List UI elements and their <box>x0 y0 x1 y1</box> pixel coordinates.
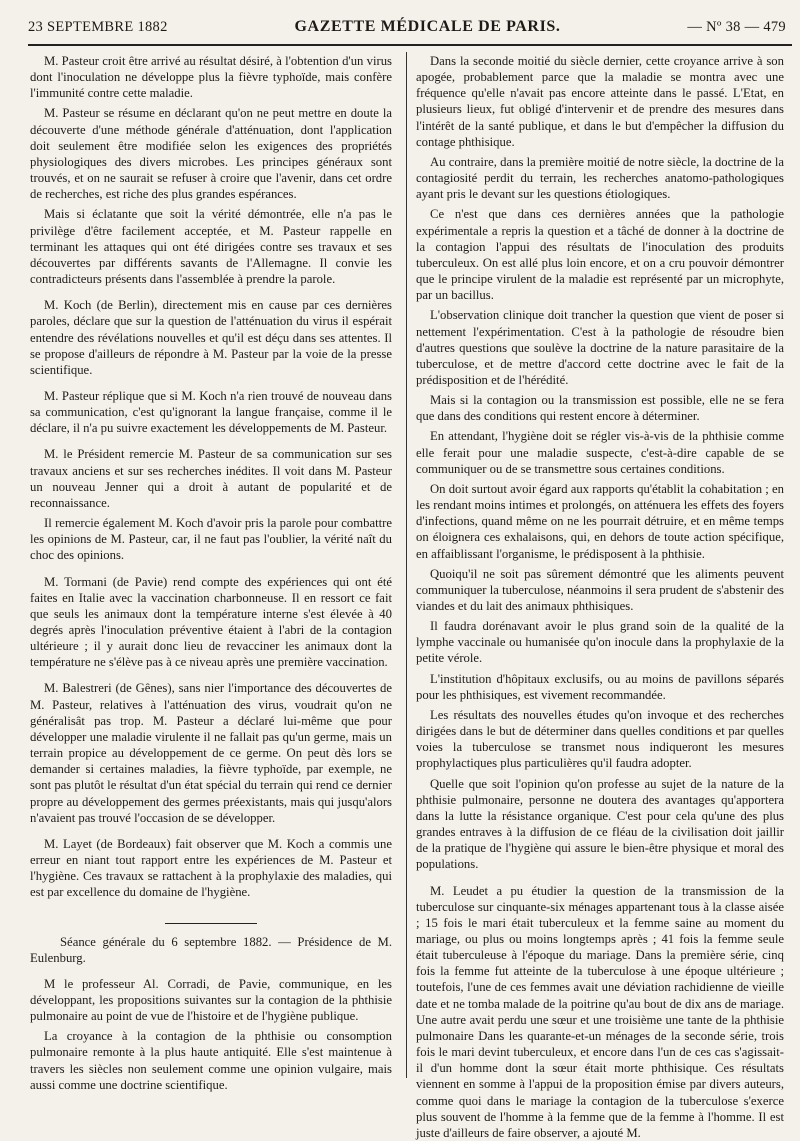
header-date: 23 SEPTEMBRE 1882 <box>28 19 168 36</box>
session-heading: Séance générale du 6 septembre 1882. — Présidence de M. Eulenburg. <box>30 934 392 966</box>
paragraph: M. Leudet a pu étudier la question de la transmission de la tuberculose sur cinquante-six ménages appartenant tous à la classe aisée ; 15 fois le mari était tuberculeux et la femme saine au moment du mariage, ou plus ou moins longtemps après ; 41 fois la femme seule était tuberculeuse à l'époque du mariage. Dans la première série, cinq fois la femme fut atteinte de la tuberculose à une époque ultérieure ; toutefois, l'une de ces femmes avait une déviation rachidienne de vieille date et ne tomba malade de la poitrine qu'au bout de dix ans de mariage. Une autre avait perdu une sœur et une troisième une tante de la phthisie pulmonaire Dans les quarante-et-un ménages de la seconde série, trois fois le mari devint tuberculeux, et encore dans l'un de ces cas s'agissait-il d'un homme dont la sœur était morte phthisique. Ces résultats viennent en somme à l'appui de la proposition émise par divers auteurs, comme quoi dans le mariage la contagion de la tuberculose s'exerce plus souvent de l'homme à la femme que de la femme à l'homme. Il est juste d'ailleurs de faire observer, a ajouté M. <box>416 883 784 1141</box>
right-column <box>416 53 784 1080</box>
paragraph: M. Pasteur croit être arrivé au résultat désiré, à l'obtention d'un virus dont l'inoculation ne développe plus la fièvre typhoïde, mais confère l'immunité contre cette maladie. <box>30 53 392 101</box>
section-separator <box>165 923 257 924</box>
header-page-number: — Nº 38 — 479 <box>687 19 786 36</box>
header-rule <box>28 44 792 46</box>
paragraph: L'observation clinique doit trancher la question que vient de poser si nettement l'expérimentation. C'est à la pathologie de résoudre bien d'autres questions que soulève la doctrine de la nature parasitaire de la tuberculose, et de mettre d'accord cette doctrine avec le fait de la prédisposition et de l'hérédité. <box>416 307 784 388</box>
paragraph: Mais si éclatante que soit la vérité démontrée, elle n'a pas le privilège d'être facilement acceptée, et M. Pasteur rappelle en terminant les attaques qui ont été dirigées contre ses travaux et ses découvertes par différents savants de l'Allemagne. Il convie les contradicteurs présents dans l'assemblée à prendre la parole. <box>30 206 392 287</box>
page-header <box>28 18 786 44</box>
paragraph: Quelle que soit l'opinion qu'on professe au sujet de la nature de la phthisie pulmonaire, personne ne doutera des avantages qu'apportera dans la lutte la résistance organique. C'est pour cela qu'une des plus grandes entraves à la diffusion de ce fléau de la civilisation doit jaillir de la pratique de l'hygiène qui assure le bien-être physique et moral des populations. <box>416 776 784 873</box>
paragraph: M. Koch (de Berlin), directement mis en cause par ces dernières paroles, déclare que sur la question de l'atténuation du virus il espérait entendre des révélations nouvelles et qu'il est déçu dans ses attentes. Il se propose d'ailleurs de répondre à M. Pasteur par la voie de la presse scientifique. <box>30 297 392 378</box>
paragraph: Quoiqu'il ne soit pas sûrement démontré que les aliments peuvent communiquer la tuberculose, néanmoins il sera prudent de s'abstenir des viandes et du lait des animaux phthisiques. <box>416 566 784 614</box>
paragraph: Il remercie également M. Koch d'avoir pris la parole pour combattre les opinions de M. Pasteur, car, il ne faut pas l'oublier, la vérité naît du choc des opinions. <box>30 515 392 563</box>
paragraph: La croyance à la contagion de la phthisie ou consomption pulmonaire remonte à la plus haute antiquité. Elle s'est maintenue à travers les siècles non seulement comme une opinion vulgaire, mais aussi comme une doctrine scientifique. <box>30 1028 392 1093</box>
paragraph: Au contraire, dans la première moitié de notre siècle, la doctrine de la contagiosité perdit du terrain, les recherches anatomo-pathologiques ayant pris le devant sur les questions étiologiques. <box>416 154 784 202</box>
paragraph: M. Layet (de Bordeaux) fait observer que M. Koch a commis une erreur en niant tout rapport entre les expériences de M. Pasteur et l'hygiène. Ces travaux se rattachent à la prophylaxie des maladies, qui est par excellence du domaine de l'hygiène. <box>30 836 392 901</box>
paragraph: Il faudra dorénavant avoir le plus grand soin de la qualité de la lymphe vaccinale ou humanisée qu'on inocule dans la prophylaxie de la petite vérole. <box>416 618 784 666</box>
paragraph: M. Tormani (de Pavie) rend compte des expériences qui ont été faites en Italie avec la vaccination charbonneuse. Il en ressort ce fait que seuls les animaux dont la température interne s'est élevée à 40 degrés après l'inoculation préventive étaient à l'abri de la contagion ultérieure ; il y aurait donc lieu de revacciner les animaux dont la température ne s'élève pas à ce niveau après une première vaccination. <box>30 574 392 671</box>
paragraph: Ce n'est que dans ces dernières années que la pathologie expérimentale a repris la question et a tâché de donner à la doctrine de la contagion l'appui des résultats de l'inoculation des produits tuberculeux. On est allé plus loin encore, et on a cru pouvoir démontrer que le principe virulent de la maladie est représenté par un microphyte, par un bacillus. <box>416 206 784 303</box>
paragraph: M. Pasteur réplique que si M. Koch n'a rien trouvé de nouveau dans sa communication, c'est qu'ignorant la langue française, comme il le déclare, il n'a pu suivre exactement les développements de M. Pasteur. <box>30 388 392 436</box>
paragraph: M le professeur Al. Corradi, de Pavie, communique, en les développant, les propositions suivantes sur la contagion de la phthisie pulmonaire au point de vue de l'histoire et de l'hygiène publique. <box>30 976 392 1024</box>
paragraph: M. Balestreri (de Gênes), sans nier l'importance des découvertes de M. Pasteur, relatives à l'atténuation des virus, voudrait qu'on ne généralisât pas trop. M. Pasteur a déclaré lui-même que pour développer une maladie virulente il ne fallait pas qu'un germe, mais un terrain propice au développement de ce germe. On peut dès lors se demander si certaines maladies, la fièvre typhoïde, par exemple, ne sont pas plutôt le résultat d'un état spécial du terrain qui rend ce dernier propre au développement des germes préexistants, mais qui jusqu'alors n'avaient pas trouvé l'occasion de se développer. <box>30 680 392 825</box>
header-title: GAZETTE MÉDICALE DE PARIS. <box>295 18 561 36</box>
paragraph: Mais si la contagion ou la transmission est possible, elle ne se fera que dans des conditions qui restent encore à déterminer. <box>416 392 784 424</box>
paragraph: On doit surtout avoir égard aux rapports qu'établit la cohabitation ; en les rendant moins intimes et prolongés, on atténuera les effets des foyers d'infections, quand même on ne les pourrait détruire, et en même temps on éloignera ces exhalaisons, qui, en dehors de toute action spécifique, en affaiblissant l'organisme, le prédisposent à la phthisie. <box>416 481 784 562</box>
left-column <box>30 53 392 1080</box>
paragraph: L'institution d'hôpitaux exclusifs, ou au moins de pavillons séparés pour les phthisiques, est vivement recommandée. <box>416 671 784 703</box>
paragraph: Les résultats des nouvelles études qu'on invoque et des recherches dirigées dans le but de déterminer dans quelles conditions et par quelles voies la tuberculose se transmet nous indiqueront les mesures prophylactiques plus particulières qu'il faudra adopter. <box>416 707 784 772</box>
paragraph: En attendant, l'hygiène doit se régler vis-à-vis de la phthisie comme elle ferait pour une maladie suspecte, c'est-à-dire capable de se communiquer ou de se transmettre sous certaines conditions. <box>416 428 784 476</box>
paragraph: Dans la seconde moitié du siècle dernier, cette croyance arrive à son apogée, probablement parce que la maladie se montra avec une fréquence qu'elle n'avait pas encore atteinte dans le passé. L'Etat, en plusieurs lieux, fut obligé d'intervenir et de prendre des mesures dans l'intérêt de la santé publique, et dans le but d'empêcher la diffusion du contage phthisique. <box>416 53 784 150</box>
column-divider <box>406 52 407 1078</box>
paragraph: M. le Président remercie M. Pasteur de sa communication sur ses travaux anciens et sur ses recherches inédites. Il voit dans M. Pasteur un nouveau Jenner qui a droit à autant de popularité et de reconnaissance. <box>30 446 392 511</box>
paragraph: M. Pasteur se résume en déclarant qu'on ne peut mettre en doute la découverte d'une méthode générale d'atténuation, dont l'application doit seulement être modifiée selon les exigences des propriétés physiologiques des divers microbes. Les principes généraux sont trouvés, et on ne saurait se refuser à croire que l'avenir, dans cet ordre de recherches, est riche des plus grandes espérances. <box>30 105 392 202</box>
